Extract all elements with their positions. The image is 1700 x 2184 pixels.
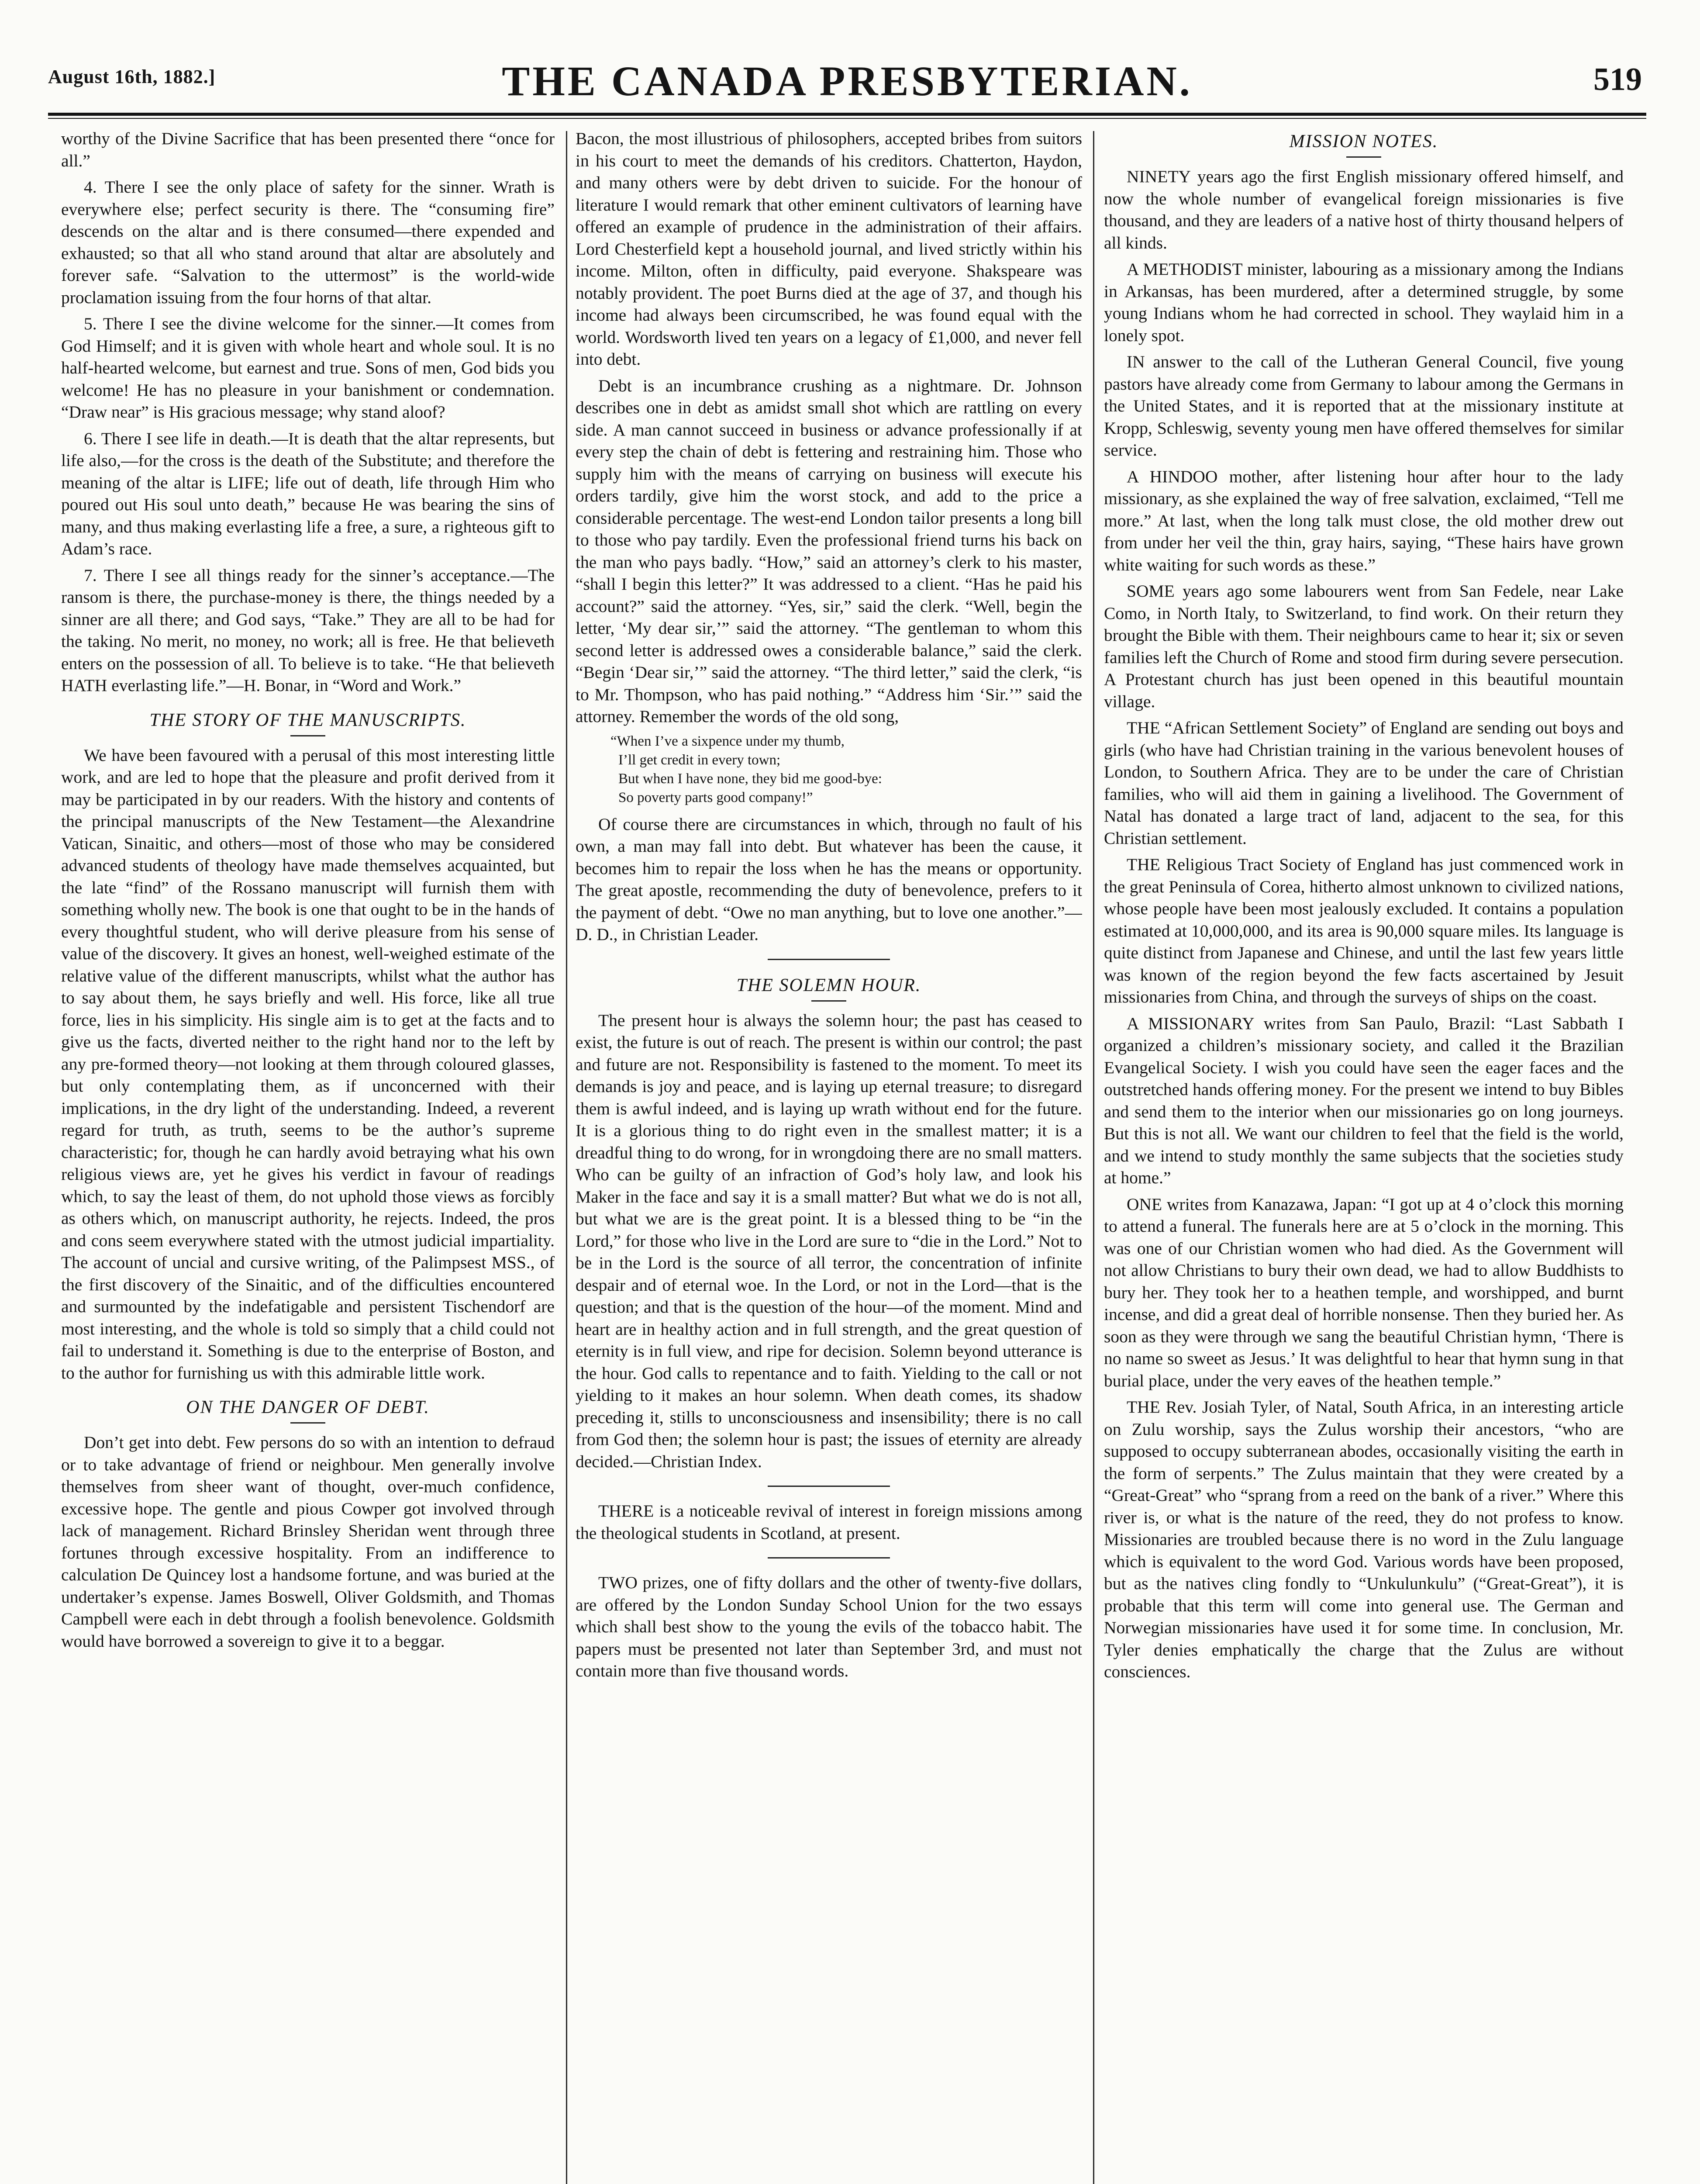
article-paragraph: Bacon, the most illustrious of philosophers, accepted bribes from suitors in his court to meet the demands of his creditors. Chatterton, Haydon, and many others were by debt driven to suicide. For the honour of literature I would remark that other eminent cultivators of learning have offered an example of prudence in the administration of their affairs. Lord Chesterfield kept a household journal, and lived strictly within his income. Milton, often in difficulty, paid everyone. Shakspeare was notably provident. The poet Burns died at the age of 37, and though his income had always been circumscribed, he was found equal with the world. Wordsworth lived ten years on a legacy of £1,000, and never fell into debt. (576, 129, 1082, 369)
masthead-rule-thin (48, 118, 1646, 119)
verse-line: I’ll get credit in every town; (618, 752, 781, 768)
article-paragraph: Don’t get into debt. Few persons do so with an intention to defraud or to take advantage of friend or neighbour. Men generally involve themselves from sheer want of thought, over-much confidence, excessive hope. The gentle and pious Cowper got involved through lack of management. Richard Brinsley Sheridan went through three fortunes through excessive hospitality. From an indifference to calculation De Quincey lost a handsome fortune, and was buried at the undertaker’s expense. James Boswell, Oliver Goldsmith, and Thomas Campbell were each in debt through a foolish benevolence. Goldsmith would have borrowed a sovereign to give it to a beggar. (61, 1433, 555, 1651)
section-separator (768, 1486, 890, 1487)
article-paragraph: We have been favoured with a perusal of this most interesting little work, and are led to hope that the pleasure and profit derived from it may be participated in by our readers. With the history and contents of the principal manuscripts of the New Testament—the Alexandrine Vatican, Sinaitic, and others—most of those who may be considered advanced students of theology have made themselves acquainted, but the late “find” of the Rossano manuscript will furnish them with something wholly new. The book is one that ought to be in the hands of every thoughtful student, who will derive pleasure from his sense of value of the discovery. It gives an honest, well-weighed estimate of the relative value of the different manuscripts, whilst what the author has to say about them, he says briefly and well. His force, like all true force, lies in his simplicity. His single aim is to get at the facts and to give us the facts, diverted neither to the right hand nor to the left by any pre-formed theory—not looking at them through coloured glasses, but only contemplating them, as if unconcerned with their implications, in the dry light of the understanding. Indeed, a reverent regard for truth, as truth, seems to be the author’s supreme characteristic; for, though he can hardly avoid betraying what his own religious views are, yet he gives his verdict in favour of readings which, to say the least of them, do not uphold those views as forcibly as others which, on manuscript authority, he rejects. Indeed, the pros and cons seem everywhere stated with the utmost judicial impartiality. The account of uncial and cursive writing, of the Palimpsest MSS., of the first discovery of the Sinaitic, and of the difficulties encountered and surmounted by the indefatigable and persistent Tischendorf are most interesting, and the whole is told so simply that a child could not fail to understand it. Something is due to the enterprise of Boston, and to the author for furnishing us with this admirable little work. (61, 745, 555, 1382)
mission-note: THE Rev. Josiah Tyler, of Natal, South Africa, in an interesting article on Zulu worship, says the Zulus worship their ancestors, “who are supposed to occupy subterranean abodes, occasionally visiting the earth in the form of serpents.” The Zulus maintain that they were created by a “Great-Great” who “sprang from a reed on the bank of a river.” Where this river is, or what is the nature of the reed, they do not profess to know. Missionaries are troubled because there is no word in the Zulu language which is equivalent to the word God. Various words have been proposed, but as the natives cling fondly to “Unkulunkulu” (“Great-Great”), it is probable that this term will come into general use. The German and Norwegian missionaries have used it for some time. In conclusion, Mr. Tyler denies emphatically the charge that the Zulus are without consciences. (1104, 1397, 1624, 1681)
heading-rule (1346, 156, 1381, 158)
page-number: 519 (1593, 62, 1642, 97)
column-divider (1093, 131, 1094, 2184)
issue-date: August 16th, 1882.] (48, 66, 216, 87)
mission-note: THE Religious Tract Society of England has just commenced work in the great Peninsula of Corea, hitherto almost unknown to civilized nations, whose people have been most jealously excluded. It contains a population estimated at 10,000,000, and its area is 90,000 square miles. Its language is quite distinct from Japanese and Chinese, and until the last few years little was known of the region beyond the few facts ascertained by Jesuit missionaries from China, and through the surveys of ships on the coast. (1104, 855, 1624, 1006)
article-paragraph: The present hour is always the solemn hour; the past has ceased to exist, the future is out of reach. The present is within our control; the past and future are not. Responsibility is fastened to the moment. To meet its demands is joy and peace, and is laying up eternal treasure; to disregard them is awful indeed, and is laying up wrath without end for the future. It is a glorious thing to do right even in the smallest matter; it is a dreadful thing to do wrong, for in wrongdoing there are no small matters. Who can be guilty of an infraction of God’s holy law, and look his Maker in the face and say it is a small matter? But what we do is not all, but what we are is the great point. It is a blessed thing to be “in the Lord,” for those who live in the Lord are sure to “die in the Lord.” Not to be in the Lord is the source of all terror, the concentration of infinite despair and of eternal woe. In the Lord, or not in the Lord—that is the question; and that is the question of the hour—of the moment. Mind and heart are in healthy action and in full strength, and the great question of eternity is in full view, and ripe for decision. Solemn beyond utterance is the hour. God calls to repentance and to faith. Yielding to the call or not yielding to it makes an hour solemn. When death comes, its shadow preceding it, stills to unconsciousness and insensibility; there is no call from God then; the solemn hour is past; the issues of eternity are already decided.—Christian Index. (576, 1010, 1082, 1471)
article-paragraph: 6. There I see life in death.—It is death that the altar represents, but life also,—for the cross is the death of the Substitute; and therefore the meaning of the altar is LIFE; life out of death, life through Him who poured out His soul unto death,” because He was bearing the sins of many, and thus making everlasting life a free, a sure, a righteous gift to Adam’s race. (61, 429, 555, 558)
verse-line: So poverty parts good company!” (618, 789, 813, 805)
mission-note: A METHODIST minister, labouring as a missionary among the Indians in Arkansas, has been murdered, after a determined struggle, by some young Indians whom he had corrected in school. They waylaid him in a lonely spot. (1104, 259, 1624, 345)
section-separator (768, 1557, 890, 1559)
section-separator (768, 959, 890, 960)
column-divider (566, 131, 567, 2184)
heading-rule (290, 735, 325, 736)
verse-line: “When I’ve a sixpence under my thumb, (610, 733, 845, 749)
article-paragraph: Debt is an incumbrance crushing as a nightmare. Dr. Johnson describes one in debt as amidst small shot which are rattling on every side. A man cannot succeed in business or advance professionally if at every step the chain of debt is fettering and restraining him. Those who supply him with the means of carrying on business will execute his orders tardily, give him the worst stock, and add to the price a considerable percentage. The west-end London tailor presents a long bill to those who pay tardily. Even the professional friend turns his back on the man who pays badly. “How,” said an attorney’s clerk to his master, “shall I begin this letter?” It was addressed to a client. “Has he paid his account?” said the attorney. “Yes, sir,” said the clerk. “Well, begin the letter, ‘My dear sir,’” said the attorney. “The gentleman to whom this second letter is addressed owes a considerable balance,” said the clerk. “Begin ‘Dear sir,’” said the attorney. “The third letter,” said the clerk, “is to Mr. Thompson, who has paid nothing.” “Address him ‘Sir.’” said the attorney. Remember the words of the old song, (576, 376, 1082, 726)
mission-note: NINETY years ago the first English missionary offered himself, and now the whole number of evangelical foreign missionaries is five thousand, and they are leaders of a native host of thirty thousand helpers of all kinds. (1104, 167, 1624, 252)
newspaper-title: THE CANADA PRESBYTERIAN. (502, 58, 1193, 104)
mission-note: SOME years ago some labourers went from San Fedele, near Lake Como, in North Italy, to Switzerland, to find work. On their return they brought the Bible with them. Their neighbours came to hear it; six or seven families left the Church of Rome and stood firm during severe persecution. A Protestant church has just been opened in this beautiful mountain village. (1104, 581, 1624, 711)
article-paragraph: 4. There I see the only place of safety for the sinner. Wrath is everywhere else; perfect security is there. The “consuming fire” descends on the altar and is there consumed—there expended and exhausted; so that all who stand around that altar are absolutely and forever safe. “Salvation to the uttermost” is the world-wide proclamation issuing from the four horns of that altar. (61, 177, 555, 307)
article-heading: MISSION NOTES. (1289, 131, 1438, 152)
masthead-rule (48, 113, 1646, 116)
mission-note: A HINDOO mother, after listening hour after hour to the lady missionary, as she explained the way of free salvation, exclaimed, “Tell me more.” At last, when the long talk must close, the old mother drew out from under her veil the thin, gray hairs, saying, “These hairs have grown white waiting for such words as these.” (1104, 467, 1624, 574)
article-heading: THE STORY OF THE MANUSCRIPTS. (149, 710, 466, 730)
article-paragraph: 5. There I see the divine welcome for the sinner.—It comes from God Himself; and it is given with whole heart and whole soul. It is no half-hearted welcome, but earnest and true. Sons of men, God bids you welcome! He has no pleasure in your banishment or condemnation. “Draw near” is His gracious message; why stand aloof? (61, 314, 555, 422)
column-2 (576, 128, 1082, 2184)
article-paragraph: 7. There I see all things ready for the sinner’s acceptance.—The ransom is there, the purchase-money is there, the things needed by a sinner are all there; and God says, “Take.” They are all to be had for the taking. No merit, no money, no work; all is free. He that believeth enters on the possession of all. To believe is to take. “He that believeth HATH everlasting life.”—H. Bonar, in “Word and Work.” (61, 565, 555, 695)
mission-note: ONE writes from Kanazawa, Japan: “I got up at 4 o’clock this morning to attend a funeral. The funerals here are at 5 o’clock in the morning. This was one of our Christian women who had died. As the Government will not allow Christians to bury their own dead, we had to allow Buddhists to bury her. They took her to a heathen temple, and worshipped, and burnt incense, and did a great deal of horrible nonsense. Then they buried her. As soon as they were through we sang the beautiful Christian hymn, ‘There is no name so sweet as Jesus.’ It was delightful to hear that hymn sung in that burial place, under the very eaves of the heathen temple.” (1104, 1194, 1624, 1390)
song-verse (610, 732, 1082, 807)
article-paragraph: Of course there are circumstances in which, through no fault of his own, a man may fall into debt. But whatever has been the cause, it becomes him to repair the loss when he has the means or opportunity. The great apostle, recommending the duty of benevolence, prefers to it the payment of debt. “Owe no man anything, but to love one another.”—D. D., in Christian Leader. (576, 814, 1082, 944)
mission-note: IN answer to the call of the Lutheran General Council, five young pastors have already come from Germany to labour among the Germans in the United States, and it is reported that at the missionary institute at Kropp, Schleswig, seventy young men have offered themselves for similar service. (1104, 352, 1624, 460)
heading-rule (811, 1000, 846, 1002)
article-heading: THE SOLEMN HOUR. (736, 975, 921, 995)
masthead (48, 57, 1646, 109)
article-paragraph: worthy of the Divine Sacrifice that has been presented there “once for all.” (61, 129, 555, 170)
heading-rule (290, 1422, 325, 1424)
verse-line: But when I have none, they bid me good-bye: (618, 771, 882, 787)
column-3 (1104, 128, 1624, 2184)
news-note: TWO prizes, one of fifty dollars and the other of twenty-five dollars, are offered by the London Sunday School Union for the two essays which shall best show to the young the evils of the tobacco habit. The papers must be presented not later than September 3rd, and must not contain more than five thousand words. (576, 1573, 1082, 1680)
column-1 (61, 128, 555, 2184)
mission-note: THE “African Settlement Society” of England are sending out boys and girls (who have had Christian training in the various benevolent houses of London, to Southern Africa. They are to be under the care of Christian families, who will aid them in gaining a livelihood. The Government of Natal has donated a large tract of land, adjacent to the sea, for this Christian settlement. (1104, 718, 1624, 848)
mission-note: A MISSIONARY writes from San Paulo, Brazil: “Last Sabbath I organized a children’s missionary society, and called it the Brazilian Evangelical Society. I wish you could have seen the eager faces and the outstretched hands offering money. For the present we intend to buy Bibles and send them to the interior when our missionaries go on long journeys. But this is not all. We want our children to feel that the field is the world, and we intend to study monthly the same subjects that the societies study at home.” (1104, 1013, 1624, 1187)
news-note: THERE is a noticeable revival of interest in foreign missions among the theological students in Scotland, at present. (576, 1501, 1082, 1543)
article-heading: ON THE DANGER OF DEBT. (186, 1397, 430, 1417)
